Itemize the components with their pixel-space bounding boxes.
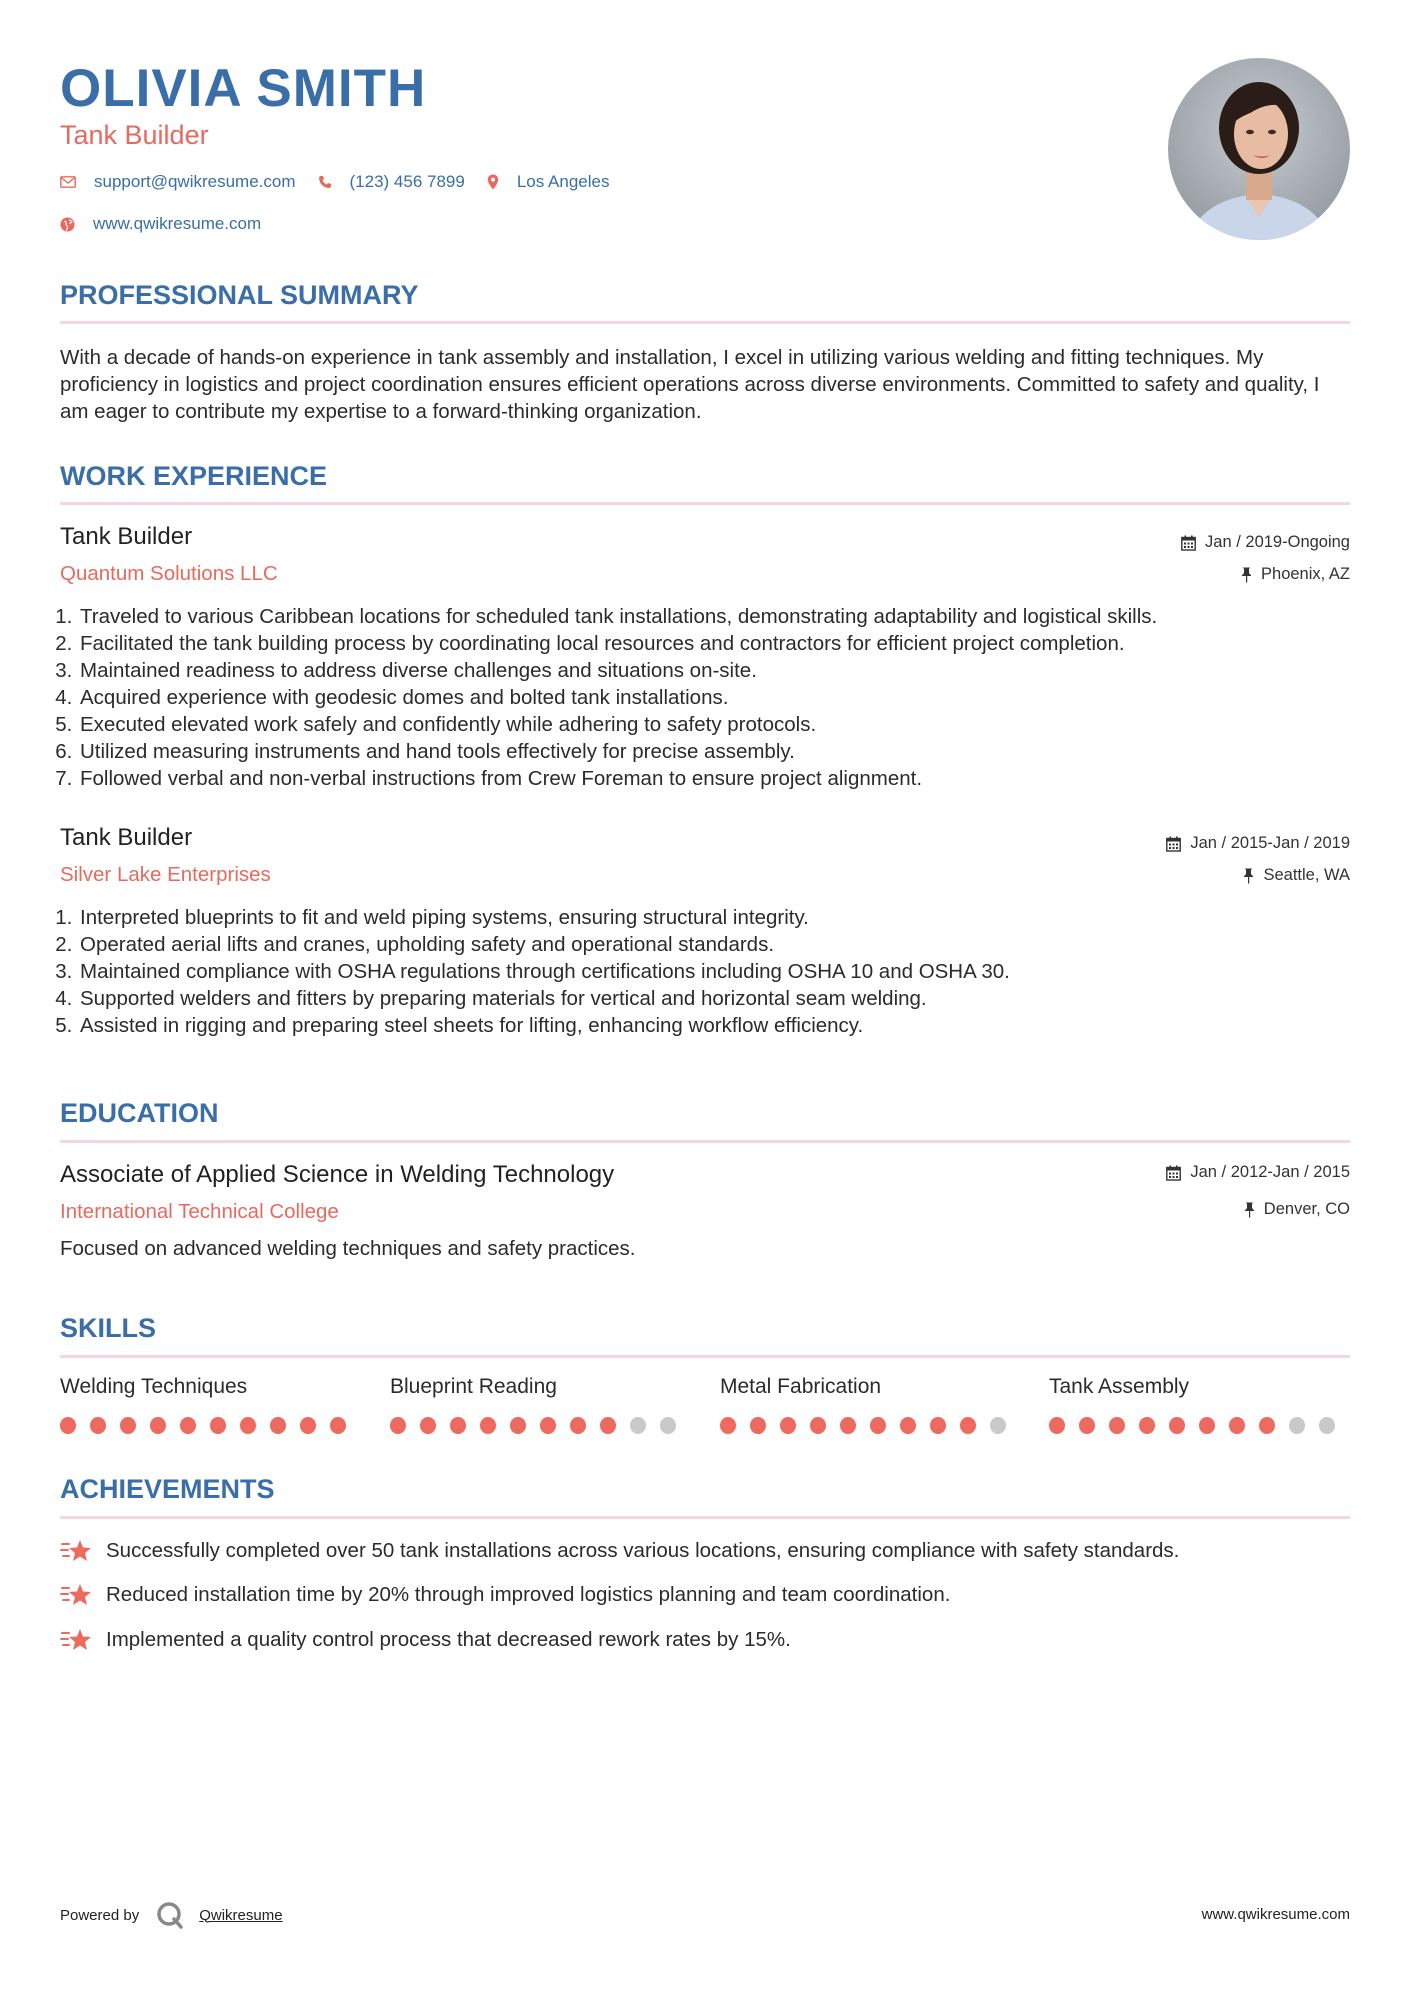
rating-dot-filled [1229, 1417, 1245, 1434]
website-link[interactable]: www.qwikresume.com [93, 214, 262, 233]
achievement-text: Reduced installation time by 20% through improved logistics planning and team coordination. [106, 1583, 951, 1606]
rating-dot-empty [660, 1417, 676, 1434]
rating-dot-filled [300, 1417, 316, 1434]
envelope-icon [60, 176, 76, 188]
footer-site-link[interactable]: www.qwikresume.com [1201, 1906, 1350, 1923]
rating-dot-filled [930, 1417, 946, 1434]
rating-dot-empty [1319, 1417, 1335, 1434]
job-2-company: Silver Lake Enterprises [60, 863, 271, 886]
job-2-dates [1166, 834, 1350, 853]
list-item: 6. Utilized measuring instruments and hand tools effectively for precise assembly. [78, 738, 1368, 765]
skill-name: Metal Fabrication [720, 1375, 882, 1398]
list-item: 1. Interpreted blueprints to fit and weld piping systems, ensuring structural integrity. [78, 904, 1368, 931]
candidate-name: OLIVIA SMITH [60, 59, 427, 118]
rating-dot-filled [60, 1417, 76, 1434]
job-1-location [1241, 565, 1350, 584]
rating-dot-filled [1259, 1417, 1275, 1434]
education-heading: EDUCATION [60, 1098, 219, 1128]
education-divider [60, 1140, 1350, 1143]
rating-dot-filled [1139, 1417, 1155, 1434]
skill-rating [720, 1417, 1020, 1434]
rating-dot-empty [990, 1417, 1006, 1434]
shooting-star-icon [60, 1627, 92, 1653]
skill-name: Tank Assembly [1049, 1375, 1190, 1398]
summary-divider [60, 321, 1350, 324]
globe-icon [60, 217, 75, 232]
achievements-divider [60, 1516, 1350, 1519]
rating-dot-filled [1199, 1417, 1215, 1434]
job-2-location [1243, 866, 1350, 885]
rating-dot-filled [810, 1417, 826, 1434]
profile-photo [1168, 58, 1350, 240]
contact-row-2 [60, 214, 283, 234]
rating-dot-filled [1109, 1417, 1125, 1434]
rating-dot-filled [600, 1417, 616, 1434]
job-2-bullets [60, 904, 1368, 1039]
website-contact [60, 214, 261, 234]
list-item: 3. Maintained compliance with OSHA regulations through certifications including OSHA 10 and OSHA 30. [78, 958, 1368, 985]
map-pin-icon [487, 174, 499, 190]
rating-dot-filled [510, 1417, 526, 1434]
list-item: 3. Maintained readiness to address diverse challenges and situations on-site. [78, 657, 1368, 684]
achievement-item [60, 1627, 791, 1653]
achievement-text: Successfully completed over 50 tank installations across various locations, ensuring compliance with safety standards. [106, 1539, 1180, 1562]
contact-row-1 [60, 172, 631, 192]
phone-contact [318, 172, 465, 192]
skill-rating [1049, 1417, 1349, 1434]
footer-site [1202, 1906, 1350, 1923]
skill-welding-techniques [60, 1375, 360, 1434]
achievement-text: Implemented a quality control process that decreased rework rates by 15%. [106, 1628, 791, 1651]
rating-dot-filled [750, 1417, 766, 1434]
rating-dot-filled [1049, 1417, 1065, 1434]
list-item: 2. Operated aerial lifts and cranes, upholding safety and operational standards. [78, 931, 1368, 958]
rating-dot-filled [1169, 1417, 1185, 1434]
list-item: 5. Assisted in rigging and preparing steel sheets for lifting, enhancing workflow efficiency. [78, 1012, 1368, 1039]
candidate-title: Tank Builder [60, 120, 209, 150]
education-location [1244, 1200, 1350, 1219]
job-1-bullets [60, 603, 1368, 792]
list-item: 5. Executed elevated work safely and confidently while adhering to safety protocols. [78, 711, 1368, 738]
powered-by-label: Powered by [60, 1906, 140, 1924]
calendar-icon [1166, 836, 1181, 852]
job-1-dates-text: Jan / 2019-Ongoing [1205, 533, 1350, 551]
job-1-dates [1181, 533, 1350, 552]
education-location-text: Denver, CO [1263, 1200, 1350, 1218]
skills-heading: SKILLS [60, 1313, 157, 1343]
rating-dot-filled [900, 1417, 916, 1434]
job-1-location-text: Phoenix, AZ [1261, 565, 1350, 583]
rating-dot-filled [240, 1417, 256, 1434]
achievements-heading: ACHIEVEMENTS [60, 1474, 275, 1504]
rating-dot-filled [570, 1417, 586, 1434]
qwikresume-logo-icon [155, 1900, 185, 1930]
phone-number: (123) 456 7899 [349, 172, 465, 191]
list-item: 1. Traveled to various Caribbean locations for scheduled tank installations, demonstrating adaptability and logistical skills. [78, 603, 1368, 630]
rating-dot-empty [630, 1417, 646, 1434]
footer-branding [60, 1900, 283, 1930]
rating-dot-filled [840, 1417, 856, 1434]
skill-rating [390, 1417, 690, 1434]
list-item: 4. Acquired experience with geodesic domes and bolted tank installations. [78, 684, 1368, 711]
rating-dot-filled [720, 1417, 736, 1434]
skill-metal-fabrication [720, 1375, 1020, 1434]
rating-dot-filled [270, 1417, 286, 1434]
rating-dot-filled [210, 1417, 226, 1434]
rating-dot-filled [390, 1417, 406, 1434]
pushpin-icon [1241, 567, 1252, 583]
location-contact [487, 172, 610, 192]
experience-divider [60, 502, 1350, 505]
list-item: 4. Supported welders and fitters by preparing materials for vertical and horizontal seam welding. [78, 985, 1368, 1012]
email-contact [60, 172, 296, 192]
location-text: Los Angeles [516, 172, 610, 191]
education-school: International Technical College [60, 1200, 339, 1223]
calendar-icon [1166, 1165, 1181, 1181]
rating-dot-filled [480, 1417, 496, 1434]
skill-blueprint-reading [390, 1375, 690, 1434]
job-2-dates-text: Jan / 2015-Jan / 2019 [1190, 834, 1350, 852]
rating-dot-filled [780, 1417, 796, 1434]
rating-dot-filled [870, 1417, 886, 1434]
job-2-title: Tank Builder [60, 824, 193, 851]
skill-name: Welding Techniques [60, 1375, 248, 1398]
summary-text: With a decade of hands-on experience in tank assembly and installation, I excel in utilizing various welding and fitting techniques. My proficiency in logistics and project coordination ensures efficient operations across diverse environments. Committed to safety and quality, I am eager to contribute my expertise to a forward-thinking organization. [60, 346, 1320, 423]
job-1-title: Tank Builder [60, 523, 193, 550]
rating-dot-filled [960, 1417, 976, 1434]
pushpin-icon [1243, 868, 1254, 884]
rating-dot-filled [90, 1417, 106, 1434]
rating-dot-empty [1289, 1417, 1305, 1434]
pushpin-icon [1244, 1202, 1255, 1218]
job-2-location-text: Seattle, WA [1263, 866, 1350, 884]
rating-dot-filled [120, 1417, 136, 1434]
skill-tank-assembly [1049, 1375, 1349, 1434]
rating-dot-filled [420, 1417, 436, 1434]
rating-dot-filled [180, 1417, 196, 1434]
list-item: 2. Facilitated the tank building process by coordinating local resources and contractors for efficient project completion. [78, 630, 1368, 657]
experience-heading: WORK EXPERIENCE [60, 461, 328, 491]
education-dates-text: Jan / 2012-Jan / 2015 [1190, 1163, 1350, 1181]
shooting-star-icon [60, 1538, 92, 1564]
job-1-company: Quantum Solutions LLC [60, 562, 278, 585]
rating-dot-filled [150, 1417, 166, 1434]
rating-dot-filled [450, 1417, 466, 1434]
skill-rating [60, 1417, 360, 1434]
education-description: Focused on advanced welding techniques and safety practices. [60, 1237, 636, 1260]
rating-dot-filled [1079, 1417, 1095, 1434]
phone-icon [318, 175, 332, 189]
skill-name: Blueprint Reading [390, 1375, 557, 1398]
summary-heading: PROFESSIONAL SUMMARY [60, 280, 419, 310]
email-link[interactable]: support@qwikresume.com [94, 172, 296, 191]
calendar-icon [1181, 535, 1196, 551]
achievement-item [60, 1582, 950, 1608]
qwikresume-link[interactable]: Qwikresume [199, 1906, 283, 1924]
education-dates [1166, 1163, 1350, 1182]
rating-dot-filled [330, 1417, 346, 1434]
shooting-star-icon [60, 1582, 92, 1608]
education-degree: Associate of Applied Science in Welding Technology [60, 1161, 615, 1188]
list-item: 7. Followed verbal and non-verbal instructions from Crew Foreman to ensure project alignment. [78, 765, 1368, 792]
rating-dot-filled [540, 1417, 556, 1434]
skills-divider [60, 1355, 1350, 1358]
achievement-item [60, 1538, 1179, 1564]
